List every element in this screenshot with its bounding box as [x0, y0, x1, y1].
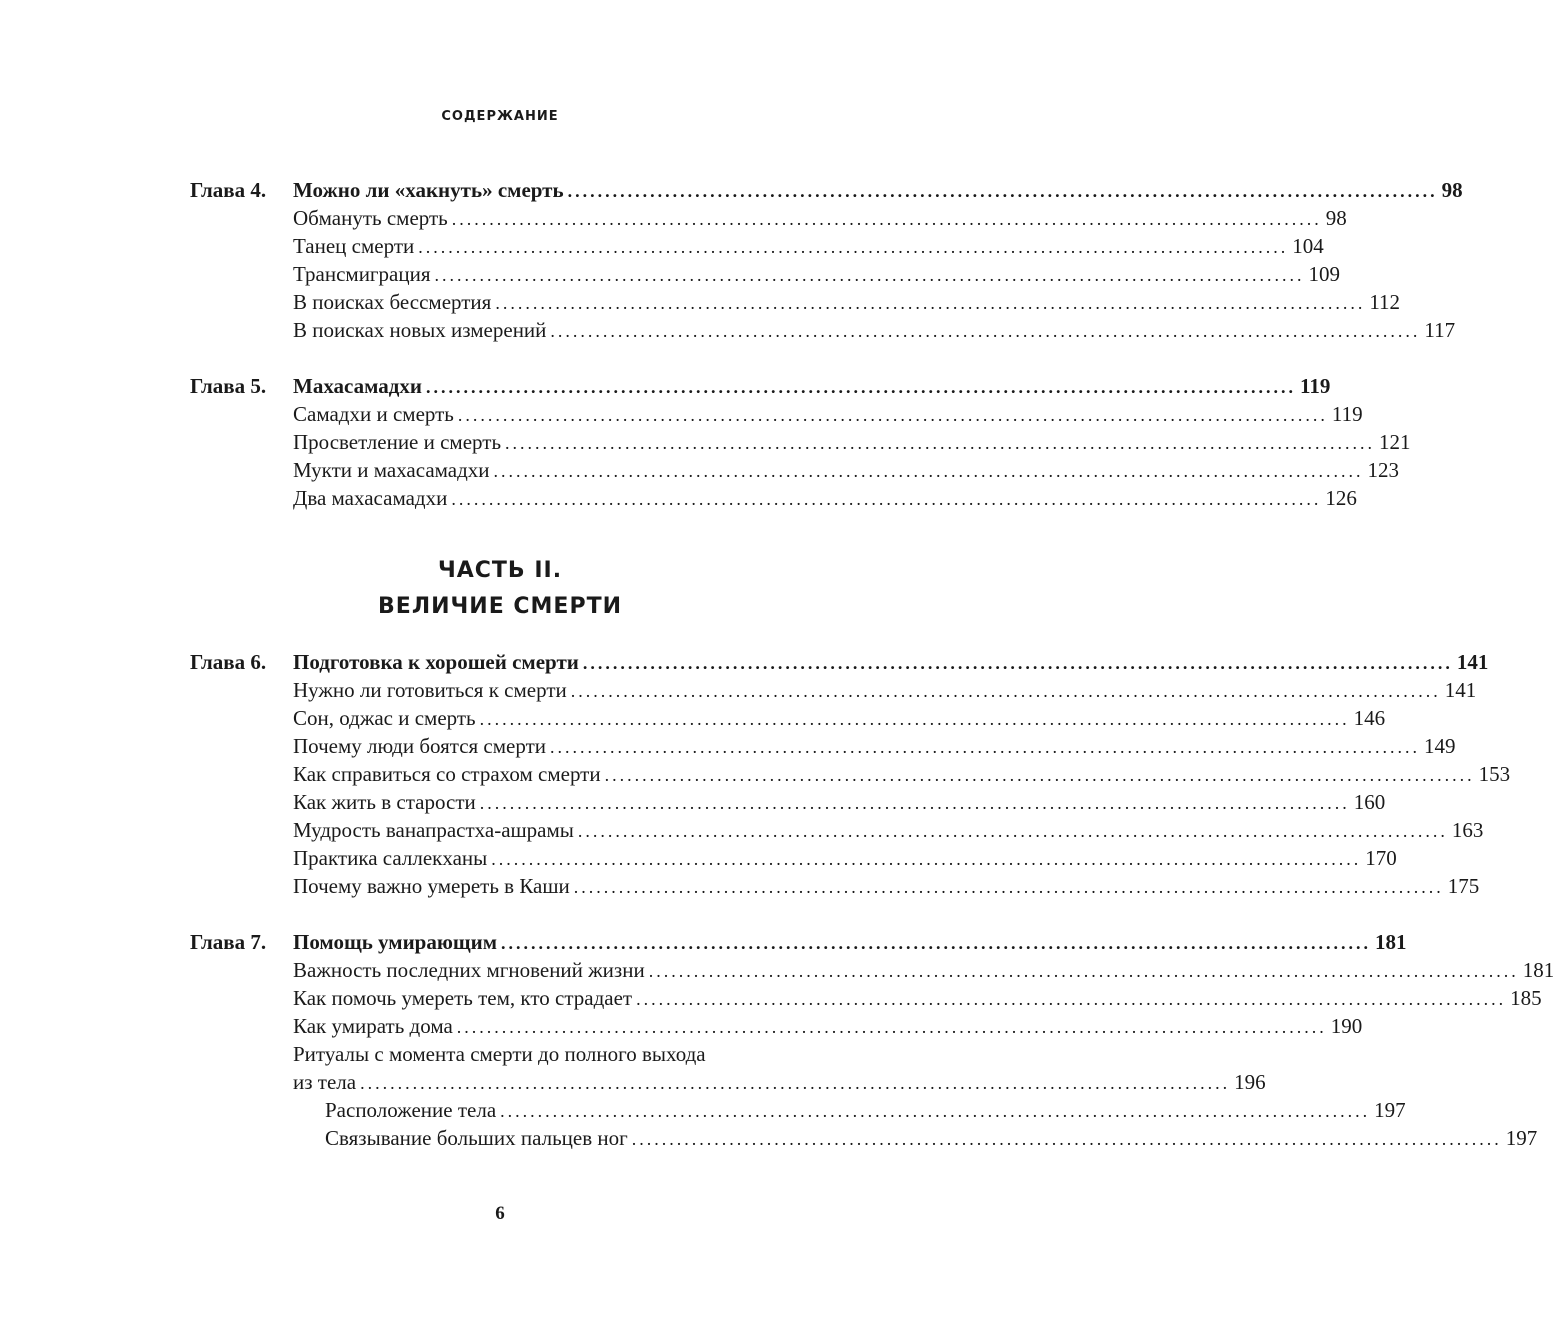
toc-page-number: 181	[1522, 958, 1554, 982]
toc-entry[interactable]	[293, 872, 1480, 900]
leader-dots: ....................................................................................................................	[495, 293, 1366, 313]
chapter-4-label: Глава 4.	[190, 178, 267, 202]
page-number: 6	[495, 1203, 505, 1224]
toc-page-number: 197	[1505, 1126, 1538, 1150]
toc-entry[interactable]	[293, 204, 1347, 232]
leader-dots: ....................................................................................................................	[604, 765, 1475, 785]
toc-entry[interactable]	[293, 260, 1341, 288]
toc-entry[interactable]	[293, 788, 1386, 816]
toc-page-number: 197	[1374, 1098, 1406, 1122]
toc-page-number: 109	[1308, 262, 1341, 286]
toc-title: Как умирать дома	[293, 1014, 453, 1038]
toc-title: Просветление и смерть	[293, 430, 502, 454]
toc-title: В поисках новых измерений	[293, 318, 547, 342]
toc-subentry[interactable]	[325, 1096, 1406, 1124]
toc-title: Подготовка к хорошей смерти	[293, 650, 579, 674]
toc-title: Мукти и махасамадхи	[293, 458, 490, 482]
toc-entry[interactable]	[293, 676, 1477, 704]
toc-entry-rituals-line1[interactable]: Ритуалы с момента смерти до полного выхода	[293, 1042, 706, 1066]
toc-entry[interactable]	[293, 1012, 1363, 1040]
leader-dots: ....................................................................................................................	[451, 209, 1322, 229]
toc-page-number: 181	[1375, 930, 1407, 954]
toc-page-number: 190	[1330, 1014, 1363, 1038]
toc-entry-chapter-5[interactable]	[293, 372, 1331, 400]
leader-dots: ....................................................................................................................	[505, 433, 1376, 453]
leader-dots: ....................................................................................................................	[491, 849, 1362, 869]
toc-title: из тела	[293, 1070, 357, 1094]
toc-entry[interactable]	[293, 484, 1357, 512]
toc-entry[interactable]	[293, 456, 1400, 484]
toc-page-number: 170	[1365, 846, 1397, 870]
toc-page-number: 163	[1451, 818, 1484, 842]
toc-page-number: 117	[1424, 318, 1456, 342]
toc-page-number: 123	[1367, 458, 1400, 482]
leader-dots: ....................................................................................................................	[550, 737, 1420, 757]
toc-title: Важность последних мгновений жизни	[293, 958, 645, 982]
toc-title: Можно ли «хакнуть» смерть	[293, 178, 564, 202]
leader-dots: ....................................................................................................................	[631, 1129, 1502, 1149]
toc-page-number: 119	[1300, 374, 1331, 398]
chapter-5-label: Глава 5.	[190, 374, 267, 398]
toc-entry-chapter-4[interactable]	[293, 176, 1463, 204]
part-heading-line1: ЧАСТЬ II.	[437, 558, 563, 583]
toc-page-number: 98	[1441, 178, 1463, 202]
toc-title: Практика саллекханы	[293, 846, 488, 870]
toc-title: Мудрость ванапрастха-ашрамы	[293, 818, 574, 842]
toc-page-number: 141	[1444, 678, 1477, 702]
chapter-6-label: Глава 6.	[190, 650, 267, 674]
toc-title: Сон, оджас и смерть	[293, 706, 476, 730]
leader-dots: ....................................................................................................................	[500, 1101, 1371, 1121]
leader-dots: ....................................................................................................................	[434, 265, 1305, 285]
toc-page-number: 185	[1510, 986, 1542, 1010]
toc-title: Почему важно умереть в Каши	[293, 874, 570, 898]
toc-page-number: 119	[1331, 402, 1363, 426]
toc-entry-rituals-line2[interactable]	[293, 1068, 1266, 1096]
leader-dots: ....................................................................................................................	[418, 237, 1289, 257]
toc-title: Как справиться со страхом смерти	[293, 762, 601, 786]
toc-page-number: 160	[1353, 790, 1386, 814]
toc-subentry[interactable]	[325, 1124, 1538, 1152]
toc-title: Трансмиграция	[293, 262, 431, 286]
running-head: СОДЕРЖАНИЕ	[441, 109, 559, 124]
leader-dots: ....................................................................................................................	[501, 933, 1372, 953]
leader-dots: ....................................................................................................................	[479, 793, 1350, 813]
leader-dots: ....................................................................................................................	[567, 181, 1438, 201]
leader-dots: ....................................................................................................................	[479, 709, 1350, 729]
leader-dots: ....................................................................................................................	[457, 405, 1328, 425]
toc-title: Связывание больших пальцев ног	[325, 1126, 628, 1150]
leader-dots: ....................................................................................................................	[451, 489, 1322, 509]
toc-entry[interactable]	[293, 732, 1456, 760]
toc-entry[interactable]	[293, 428, 1411, 456]
toc-title: Нужно ли готовиться к смерти	[293, 678, 567, 702]
leader-dots: ....................................................................................................................	[493, 461, 1364, 481]
toc-page-number: 104	[1292, 234, 1324, 258]
toc-title: В поисках бессмертия	[293, 290, 492, 314]
toc-page-number: 112	[1369, 290, 1401, 314]
leader-dots: ....................................................................................................................	[577, 821, 1448, 841]
toc-entry[interactable]	[293, 400, 1363, 428]
toc-title: Обмануть смерть	[293, 206, 448, 230]
toc-page-number: 149	[1424, 734, 1456, 758]
toc-page-number: 141	[1456, 650, 1489, 674]
toc-entry[interactable]	[293, 984, 1542, 1012]
toc-page-number: 98	[1325, 206, 1347, 230]
leader-dots: ....................................................................................................................	[582, 653, 1453, 673]
toc-title: Как помочь умереть тем, кто страдает	[293, 986, 633, 1010]
toc-entry[interactable]	[293, 288, 1401, 316]
toc-title: Два махасамадхи	[293, 486, 448, 510]
toc-page-number: 146	[1353, 706, 1386, 730]
toc-entry-chapter-7[interactable]	[293, 928, 1407, 956]
toc-page-number: 175	[1447, 874, 1480, 898]
leader-dots: ....................................................................................................................	[570, 681, 1441, 701]
toc-page-number: 196	[1234, 1070, 1266, 1094]
part-heading-line2: ВЕЛИЧИЕ СМЕРТИ	[378, 594, 622, 619]
leader-dots: ....................................................................................................................	[426, 377, 1297, 397]
toc-page-number: 153	[1478, 762, 1511, 786]
toc-entry[interactable]	[293, 956, 1554, 984]
toc-entry[interactable]	[293, 232, 1324, 260]
toc-entry[interactable]	[293, 316, 1456, 344]
toc-entry-chapter-6[interactable]	[293, 648, 1489, 676]
toc-title: Почему люди боятся смерти	[293, 734, 546, 758]
toc-title: Самадхи и смерть	[293, 402, 454, 426]
toc-entry[interactable]	[293, 844, 1397, 872]
leader-dots: ....................................................................................................................	[573, 877, 1444, 897]
leader-dots: ....................................................................................................................	[550, 321, 1421, 341]
toc-entry[interactable]	[293, 760, 1511, 788]
chapter-7-label: Глава 7.	[190, 930, 267, 954]
toc-title: Помощь умирающим	[293, 930, 498, 954]
leader-dots: ....................................................................................................................	[360, 1073, 1231, 1093]
toc-entry[interactable]	[293, 704, 1386, 732]
toc-title: Танец смерти	[293, 234, 415, 258]
toc-title: Как жить в старости	[293, 790, 476, 814]
toc-page-number: 126	[1325, 486, 1357, 510]
leader-dots: ....................................................................................................................	[648, 961, 1519, 981]
toc-page-number: 121	[1379, 430, 1411, 454]
toc-title: Расположение тела	[325, 1098, 497, 1122]
leader-dots: ....................................................................................................................	[456, 1017, 1327, 1037]
leader-dots: ....................................................................................................................	[636, 989, 1507, 1009]
toc-title: Махасамадхи	[293, 374, 423, 398]
toc-entry[interactable]	[293, 816, 1484, 844]
